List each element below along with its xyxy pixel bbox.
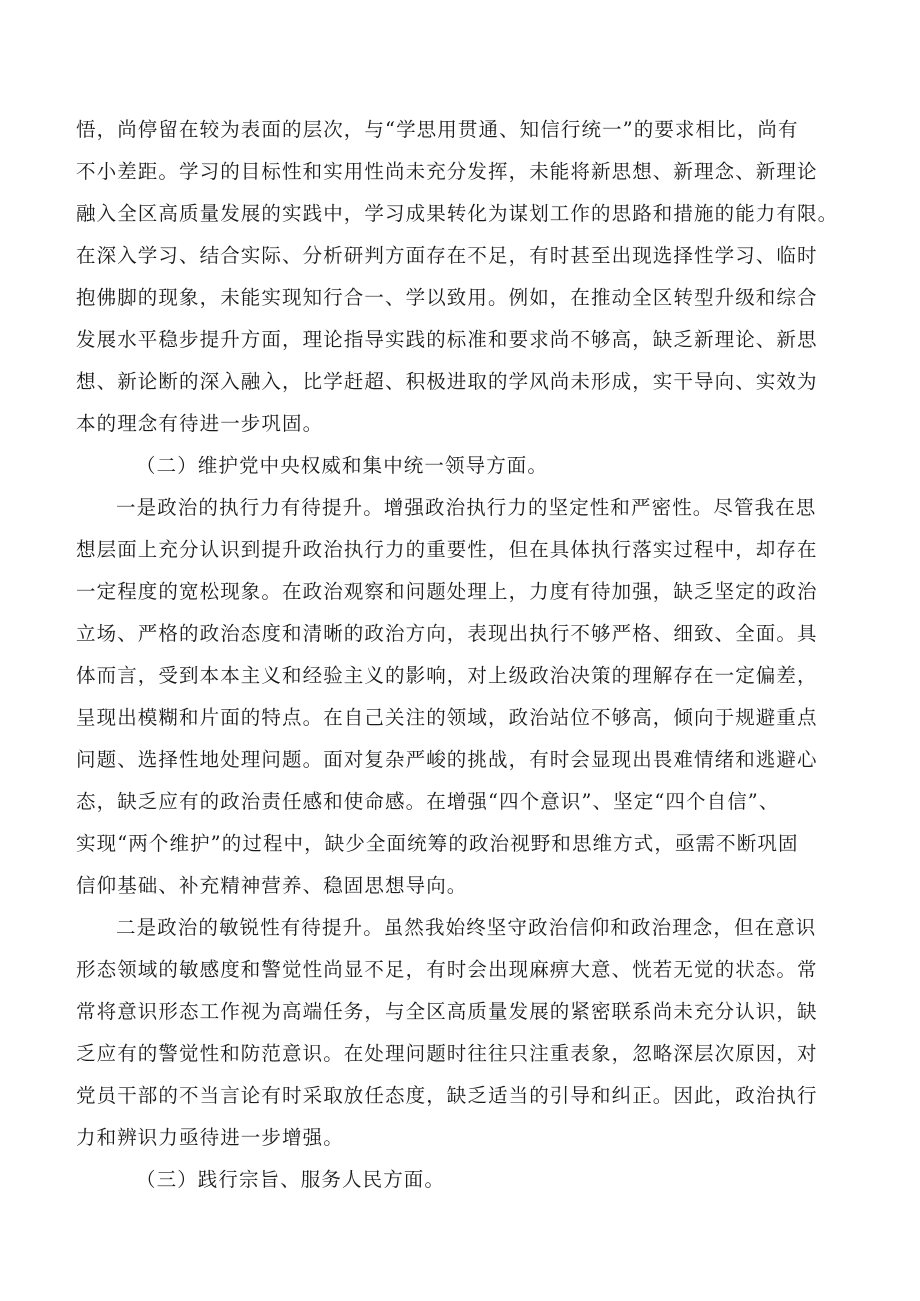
paragraph-line: 一定程度的宽松现象。在政治观察和问题处理上，力度有待加强，缺乏坚定的政治 xyxy=(76,580,818,603)
paragraph-line: 常将意识形态工作视为高端任务，与全区高质量发展的紧密联系尚未充分认识，缺 xyxy=(76,1000,818,1023)
paragraph-line: 呈现出模糊和片面的特点。在自己关注的领域，政治站位不够高，倾向于规避重点 xyxy=(76,706,818,729)
paragraph-line: 发展水平稳步提升方面，理论指导实践的标准和要求尚不够高，缺乏新理论、新思 xyxy=(76,328,818,351)
paragraph-line: 形态领域的敏感度和警觉性尚显不足，有时会出现麻痹大意、恍若无觉的状态。常 xyxy=(76,958,818,981)
paragraph-line: 实现“两个维护”的过程中，缺少全面统筹的政治视野和思维方式，亟需不断巩固 xyxy=(76,832,799,855)
paragraph-line: 立场、严格的政治态度和清晰的政治方向，表现出执行不够严格、细致、全面。具 xyxy=(76,622,818,645)
paragraph-line: 本的理念有待进一步巩固。 xyxy=(76,412,324,435)
paragraph-line: 体而言，受到本本主义和经验主义的影响，对上级政治决策的理解存在一定偏差， xyxy=(76,664,818,687)
paragraph-line: 抱佛脚的现象，未能实现知行合一、学以致用。例如，在推动全区转型升级和综合 xyxy=(76,286,818,309)
paragraph-line: 信仰基础、补充精神营养、稳固思想导向。 xyxy=(76,874,468,897)
paragraph-line: 党员干部的不当言论有时采取放任态度，缺乏适当的引导和纠正。因此，政治执行 xyxy=(76,1084,818,1107)
section-heading: （三）践行宗旨、服务人民方面。 xyxy=(136,1168,446,1191)
paragraph-line: 二是政治的敏锐性有待提升。虽然我始终坚守政治信仰和政治理念，但在意识 xyxy=(116,916,817,939)
paragraph-line: 融入全区高质量发展的实践中，学习成果转化为谋划工作的思路和措施的能力有限。 xyxy=(76,202,839,225)
paragraph-line: 悟，尚停留在较为表面的层次，与“学思用贯通、知信行统一”的要求相比，尚有 xyxy=(76,118,799,141)
paragraph-line: 一是政治的执行力有待提升。增强政治执行力的坚定性和严密性。尽管我在思 xyxy=(116,496,817,519)
paragraph-line: 乏应有的警觉性和防范意识。在处理问题时往往只注重表象，忽略深层次原因，对 xyxy=(76,1042,818,1065)
paragraph-line: 力和辨识力亟待进一步增强。 xyxy=(76,1126,344,1149)
paragraph-line: 想、新论断的深入融入，比学赶超、积极进取的学风尚未形成，实干导向、实效为 xyxy=(76,370,818,393)
paragraph-line: 问题、选择性地处理问题。面对复杂严峻的挑战，有时会显现出畏难情绪和逃避心 xyxy=(76,748,818,771)
paragraph-line: 在深入学习、结合实际、分析研判方面存在不足，有时甚至出现选择性学习、临时 xyxy=(76,244,818,267)
paragraph-line: 想层面上充分认识到提升政治执行力的重要性，但在具体执行落实过程中，却存在 xyxy=(76,538,818,561)
paragraph-line: 态，缺乏应有的政治责任感和使命感。在增强“四个意识”、坚定“四个自信”、 xyxy=(76,790,780,813)
section-heading: （二）维护党中央权威和集中统一领导方面。 xyxy=(136,454,549,477)
paragraph-line: 不小差距。学习的目标性和实用性尚未充分发挥，未能将新思想、新理念、新理论 xyxy=(76,160,818,183)
